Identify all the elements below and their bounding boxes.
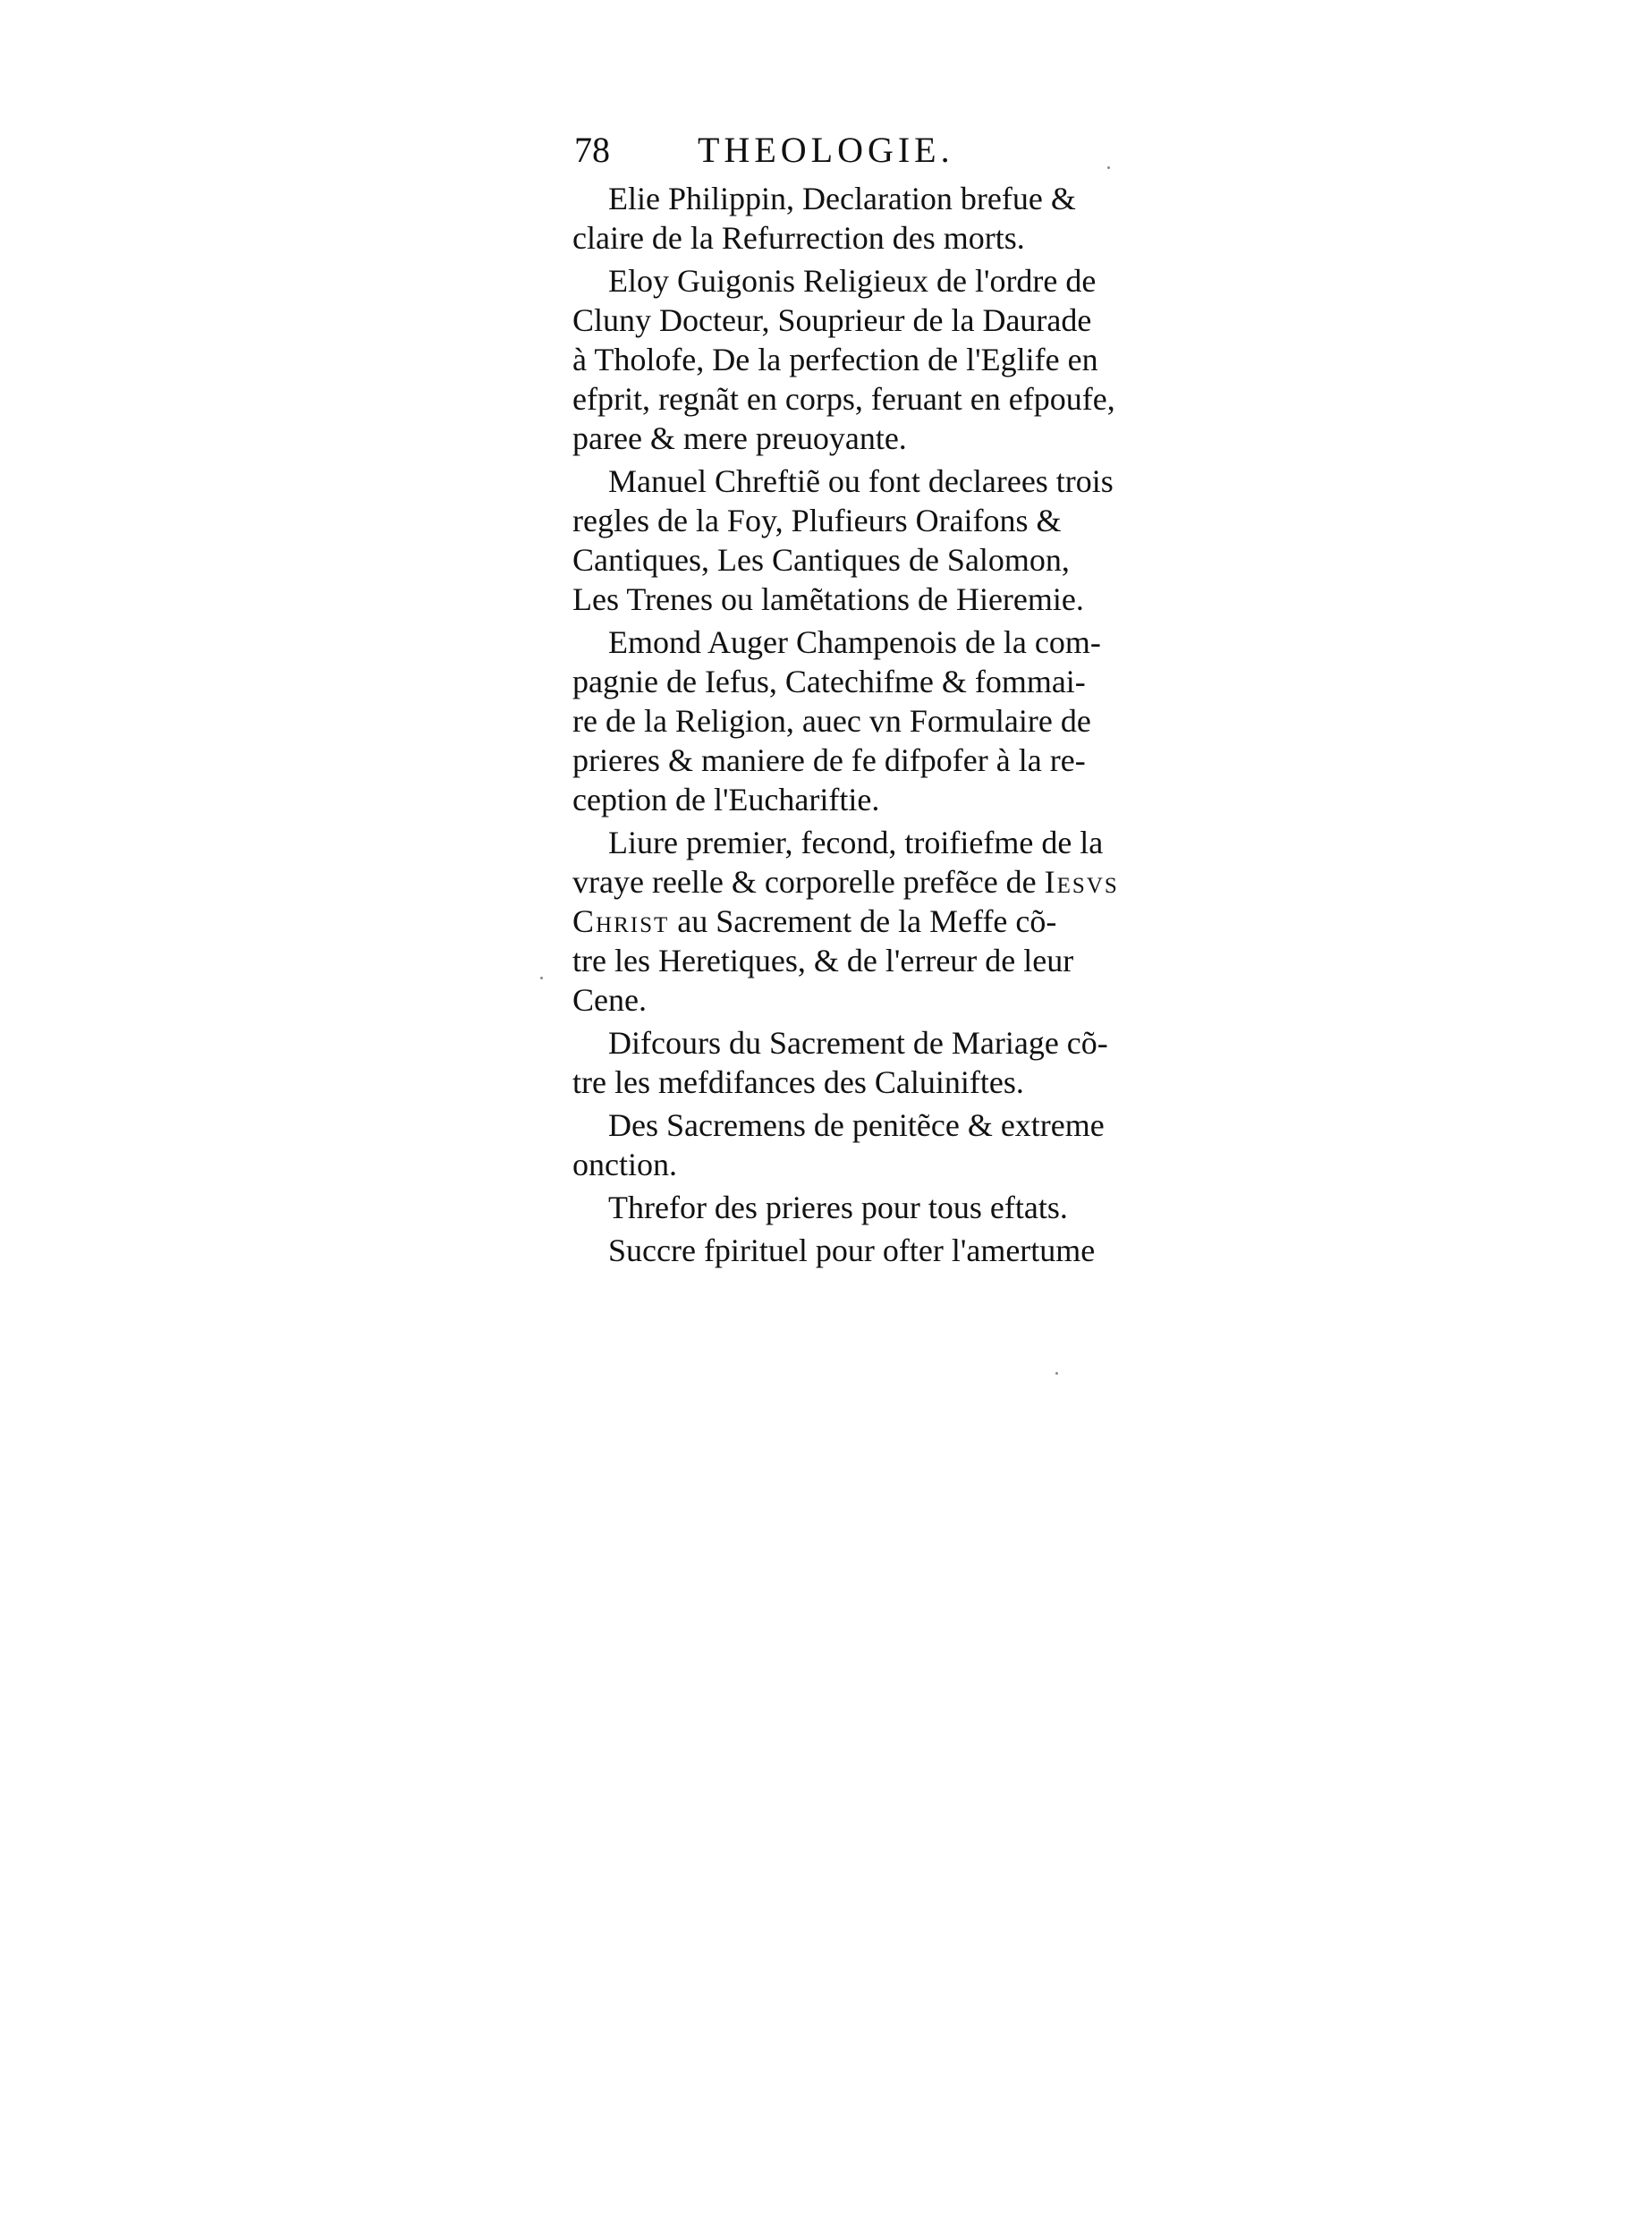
text-line: paree & mere preuoyante. — [572, 420, 907, 456]
ink-speck — [540, 977, 543, 979]
entry-auger — [572, 623, 1127, 819]
text-line: Emond Auger Champenois de la com- — [608, 624, 1101, 660]
text-line: Liure premier, fecond, troifiefme de la — [608, 825, 1104, 860]
entry-succre-spirituel — [572, 1231, 1127, 1270]
text-line: Les Trenes ou lamẽtations de Hieremie. — [572, 581, 1084, 617]
text-line: Des Sacremens de penitẽce & extreme — [608, 1107, 1105, 1143]
text-line: à Tholofe, De la perfection de l'Eglife en — [572, 342, 1098, 377]
small-caps-name: Christ — [572, 903, 670, 939]
text-line: Eloy Guigonis Religieux de l'ordre de — [608, 263, 1097, 299]
page-number: 78 — [574, 130, 610, 170]
text-column — [572, 125, 1127, 1270]
entry-sacremens-penitence — [572, 1105, 1127, 1184]
entry-thresor — [572, 1188, 1127, 1227]
text-line: Manuel Chreftiẽ ou font declarees trois — [608, 463, 1114, 499]
text-line — [572, 902, 1127, 941]
text-line: pagnie de Iefus, Catechifme & fommai- — [572, 664, 1086, 699]
text-line: tre les Heretiques, & de l'erreur de leur — [572, 943, 1074, 978]
entry-liure-premier — [572, 823, 1127, 1020]
text-line: prieres & maniere de fe difpofer à la re- — [572, 742, 1086, 778]
text-line: onction. — [572, 1147, 677, 1182]
text-line: Succre fpirituel pour ofter l'amertume — [608, 1232, 1096, 1268]
entry-guigonis — [572, 261, 1127, 458]
entry-discours-mariage — [572, 1023, 1127, 1102]
running-title: THEOLOGIE. — [698, 130, 954, 170]
text-line: Cantiques, Les Cantiques de Salomon, — [572, 542, 1070, 578]
text-line: claire de la Refurrection des morts. — [572, 220, 1025, 256]
text-line — [572, 862, 1127, 902]
running-head — [572, 125, 1127, 175]
text-line: Cene. — [572, 982, 647, 1018]
text-segment: vraye reelle & corporelle prefẽce de — [572, 864, 1037, 900]
small-caps-name: Iesvs — [1044, 864, 1119, 900]
text-line: efprit, regnãt en corps, feruant en efpoufe, — [572, 381, 1115, 417]
text-line: Threfor des prieres pour tous eftats. — [608, 1190, 1068, 1225]
text-line: re de la Religion, auec vn Formulaire de — [572, 703, 1091, 739]
text-line: regles de la Foy, Plufieurs Oraifons & — [572, 503, 1062, 538]
text-line: Difcours du Sacrement de Mariage cõ- — [608, 1025, 1108, 1061]
text-segment: au Sacrement de la Meffe cõ- — [677, 903, 1057, 939]
entry-philippin — [572, 179, 1127, 258]
text-line: ception de l'Euchariftie. — [572, 782, 880, 817]
text-line: Elie Philippin, Declaration brefue & — [608, 181, 1076, 216]
entry-manuel-chrestien — [572, 462, 1127, 619]
text-line: Cluny Docteur, Souprieur de la Daurade — [572, 302, 1092, 338]
text-line: tre les mefdifances des Caluiniftes. — [572, 1064, 1024, 1100]
ink-speck — [1055, 1372, 1058, 1375]
